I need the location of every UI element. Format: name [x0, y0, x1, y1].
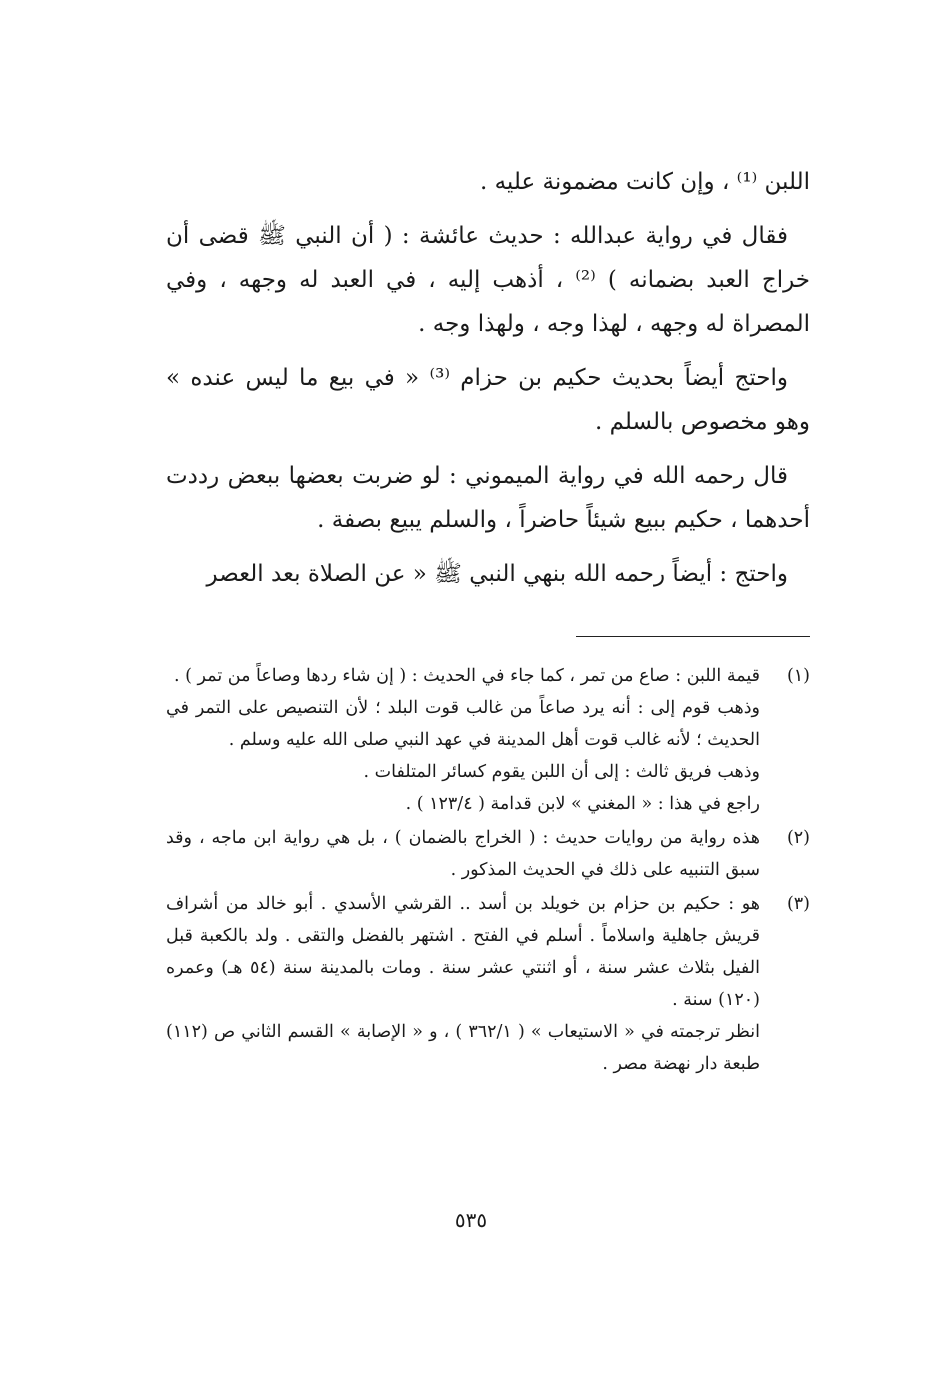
- footnote-number: (١): [786, 666, 810, 686]
- footnote-1: [166, 660, 810, 820]
- footnote-number: (٢): [786, 828, 810, 848]
- footnote-body: [166, 660, 760, 820]
- footnote-body: [166, 822, 760, 886]
- footnote-3: [166, 888, 810, 1080]
- footnote-number: (٣): [786, 894, 810, 914]
- footnote-2: [166, 822, 810, 886]
- paragraph-3: واحتج أيضاً بحديث حكيم بن حزام ⁽³⁾ « في بيع ما ليس عنده » وهو مخصوص بالسلم .: [166, 365, 810, 435]
- paragraph-1: اللبن ⁽¹⁾ ، وإن كانت مضمونة عليه .: [479, 169, 810, 195]
- paragraph-2: فقال في رواية عبدالله : حديث عائشة : ( أن النبي ﷺ قضى أن خراج العبد بضمانه ) ⁽²⁾ ، أذهب إليه ، في العبد له وجهه ، وفي المصراة له وجهه ، لهذا وجه ، ولهذا وجه .: [166, 223, 810, 337]
- footnote-paragraph: قيمة اللبن : صاع من تمر ، كما جاء في الحديث : ( إن شاء ردها وصاعاً من تمر ) .: [174, 666, 760, 686]
- footnote-separator: [576, 636, 810, 637]
- footnote-body: [166, 888, 760, 1080]
- footnote-paragraph: انظر ترجمته في « الاستيعاب » ( ٣٦٢/١ ) ، و « الإصابة » القسم الثاني ص (١١٢) طبعة دار نهضة مصر .: [166, 1022, 760, 1074]
- page-number: ٥٣٥: [454, 1208, 488, 1232]
- main-text: [166, 160, 810, 606]
- footnotes: [166, 660, 810, 1082]
- footnote-paragraph: هو : حكيم بن حزام بن خويلد بن أسد .. القرشي الأسدي . أبو خالد من أشراف قريش جاهلية واسلاماً . أسلم في الفتح . اشتهر بالفضل والتقى . ولد بالكعبة قبل الفيل بثلاث عشر سنة ، أو اثنتي عشر سنة . ومات بالمدينة سنة (٥٤ هـ) وعمره (١٢٠) سنة .: [166, 894, 760, 1010]
- paragraph-4: قال رحمه الله في رواية الميموني : لو ضربت بعضها ببعض رددت أحدهما ، حكيم ببيع شيئاً حاضراً ، والسلم يبيع بصفة .: [166, 463, 810, 533]
- paragraph-5: واحتج : أيضاً رحمه الله بنهي النبي ﷺ « عن الصلاة بعد العصر: [206, 561, 788, 587]
- footnote-paragraph: راجع في هذا : « المغني » لابن قدامة ( ١٢٣/٤ ) .: [405, 794, 760, 814]
- footnote-paragraph: هذه رواية من روايات حديث : ( الخراج بالضمان ) ، بل هي رواية ابن ماجه ، وقد سبق التنبيه على ذلك في الحديث المذكور .: [166, 828, 760, 880]
- footnote-paragraph: وذهب فريق ثالث : إلى أن اللبن يقوم كسائر المتلفات .: [363, 762, 760, 782]
- footnote-paragraph: وذهب قوم إلى : أنه يرد صاعاً من غالب قوت البلد ؛ لأن التنصيص على التمر في الحديث ؛ لأنه غالب قوت أهل المدينة في عهد النبي صلى الله عليه وسلم .: [166, 698, 760, 750]
